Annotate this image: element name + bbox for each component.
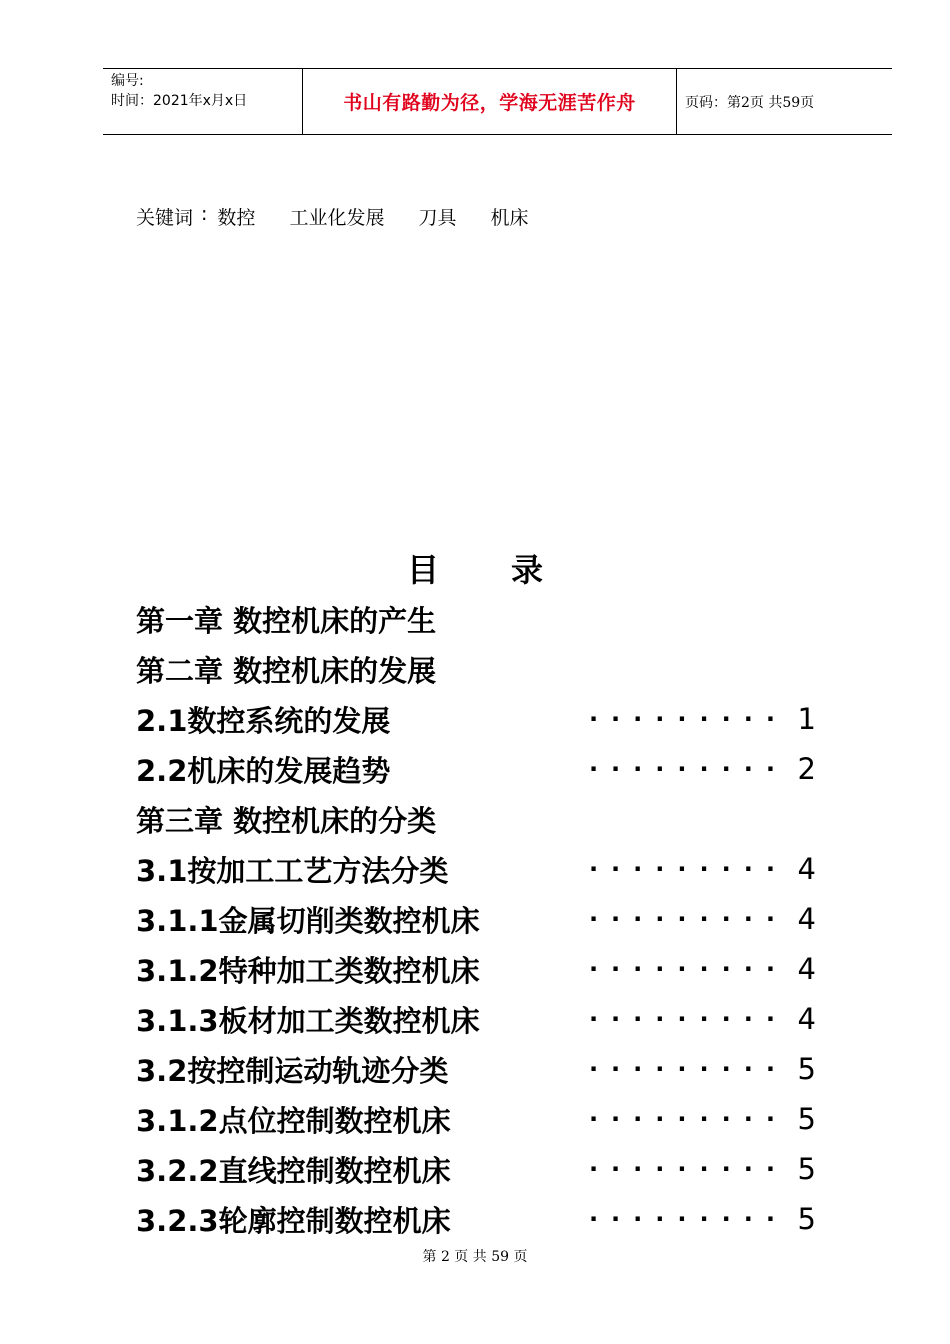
toc-entry[interactable] bbox=[136, 794, 816, 844]
keyword-item: 工业化发展 bbox=[289, 207, 385, 229]
toc-entry[interactable] bbox=[136, 1094, 816, 1144]
toc-leader-dots: ········· bbox=[588, 755, 788, 783]
header-motto: 书山有路勤为径，学海无涯苦作舟 bbox=[303, 69, 677, 134]
toc-entry-page: 5 bbox=[797, 1052, 816, 1086]
toc-entry[interactable] bbox=[136, 994, 816, 1044]
toc-entry-page: 5 bbox=[797, 1152, 816, 1186]
toc-leader-dots: ········· bbox=[588, 1105, 788, 1133]
toc-entry[interactable] bbox=[136, 944, 816, 994]
toc-entry[interactable] bbox=[136, 644, 816, 694]
toc-entry-label: 第二章 数控机床的发展 bbox=[136, 653, 437, 688]
toc-entry-page: 1 bbox=[797, 702, 816, 736]
keyword-item: 机床 bbox=[490, 207, 529, 229]
toc-entry-page: 2 bbox=[797, 752, 816, 786]
toc-leader-dots: ········· bbox=[588, 955, 788, 983]
keywords-line bbox=[136, 203, 562, 230]
toc-entry-label: 第一章 数控机床的产生 bbox=[136, 603, 437, 638]
toc-entry-label: 2.1数控系统的发展 bbox=[136, 703, 391, 738]
toc-entry-page: 5 bbox=[797, 1202, 816, 1236]
toc-entry-label: 3.2.2直线控制数控机床 bbox=[136, 1153, 451, 1188]
toc-entry[interactable] bbox=[136, 744, 816, 794]
header-meta bbox=[103, 69, 303, 134]
keyword-item: 数控 bbox=[217, 207, 256, 229]
toc-entry[interactable] bbox=[136, 844, 816, 894]
toc-leader-dots: ········· bbox=[588, 855, 788, 883]
toc-leader-dots: ········· bbox=[588, 905, 788, 933]
keywords-label: 关键词 bbox=[136, 207, 194, 229]
toc-entry[interactable] bbox=[136, 1044, 816, 1094]
toc-leader-dots: ········· bbox=[588, 1055, 788, 1083]
toc-title-char: 录 bbox=[511, 551, 544, 589]
toc-entry-label: 3.1.3板材加工类数控机床 bbox=[136, 1003, 480, 1038]
page-footer: 第 2 页 共 59 页 bbox=[422, 1249, 528, 1265]
toc-entry[interactable] bbox=[136, 1194, 816, 1244]
toc-leader-dots: ········· bbox=[588, 1005, 788, 1033]
toc-entry[interactable] bbox=[136, 594, 816, 644]
toc-entry-page: 4 bbox=[797, 852, 816, 886]
toc-entry-page: 4 bbox=[797, 902, 816, 936]
toc-entry-label: 3.1按加工工艺方法分类 bbox=[136, 853, 449, 888]
toc-entry-page: 4 bbox=[797, 1002, 816, 1036]
header-page-info: 页码：第2页 共59页 bbox=[685, 94, 815, 111]
time-label: 时间：2021年x月x日 bbox=[111, 93, 248, 109]
toc-leader-dots: ········· bbox=[588, 1205, 788, 1233]
table-of-contents bbox=[136, 594, 816, 1244]
toc-entry[interactable] bbox=[136, 894, 816, 944]
keywords-separator: : bbox=[201, 203, 208, 225]
toc-entry-page: 4 bbox=[797, 952, 816, 986]
serial-label: 编号: bbox=[111, 73, 144, 89]
toc-entry-label: 3.2.3轮廓控制数控机床 bbox=[136, 1203, 451, 1238]
toc-entry-label: 2.2机床的发展趋势 bbox=[136, 753, 391, 788]
toc-entry-label: 3.1.2特种加工类数控机床 bbox=[136, 953, 480, 988]
toc-title-char: 目 bbox=[406, 551, 439, 589]
toc-entry-page: 5 bbox=[797, 1102, 816, 1136]
toc-title bbox=[0, 545, 950, 591]
toc-leader-dots: ········· bbox=[588, 705, 788, 733]
toc-entry-label: 3.2按控制运动轨迹分类 bbox=[136, 1053, 449, 1088]
toc-entry-label: 第三章 数控机床的分类 bbox=[136, 803, 437, 838]
keyword-item: 刀具 bbox=[418, 207, 457, 229]
toc-entry[interactable] bbox=[136, 1144, 816, 1194]
page-header bbox=[103, 68, 892, 135]
toc-entry-label: 3.1.2点位控制数控机床 bbox=[136, 1103, 451, 1138]
toc-entry[interactable] bbox=[136, 694, 816, 744]
toc-entry-label: 3.1.1金属切削类数控机床 bbox=[136, 903, 480, 938]
toc-leader-dots: ········· bbox=[588, 1155, 788, 1183]
